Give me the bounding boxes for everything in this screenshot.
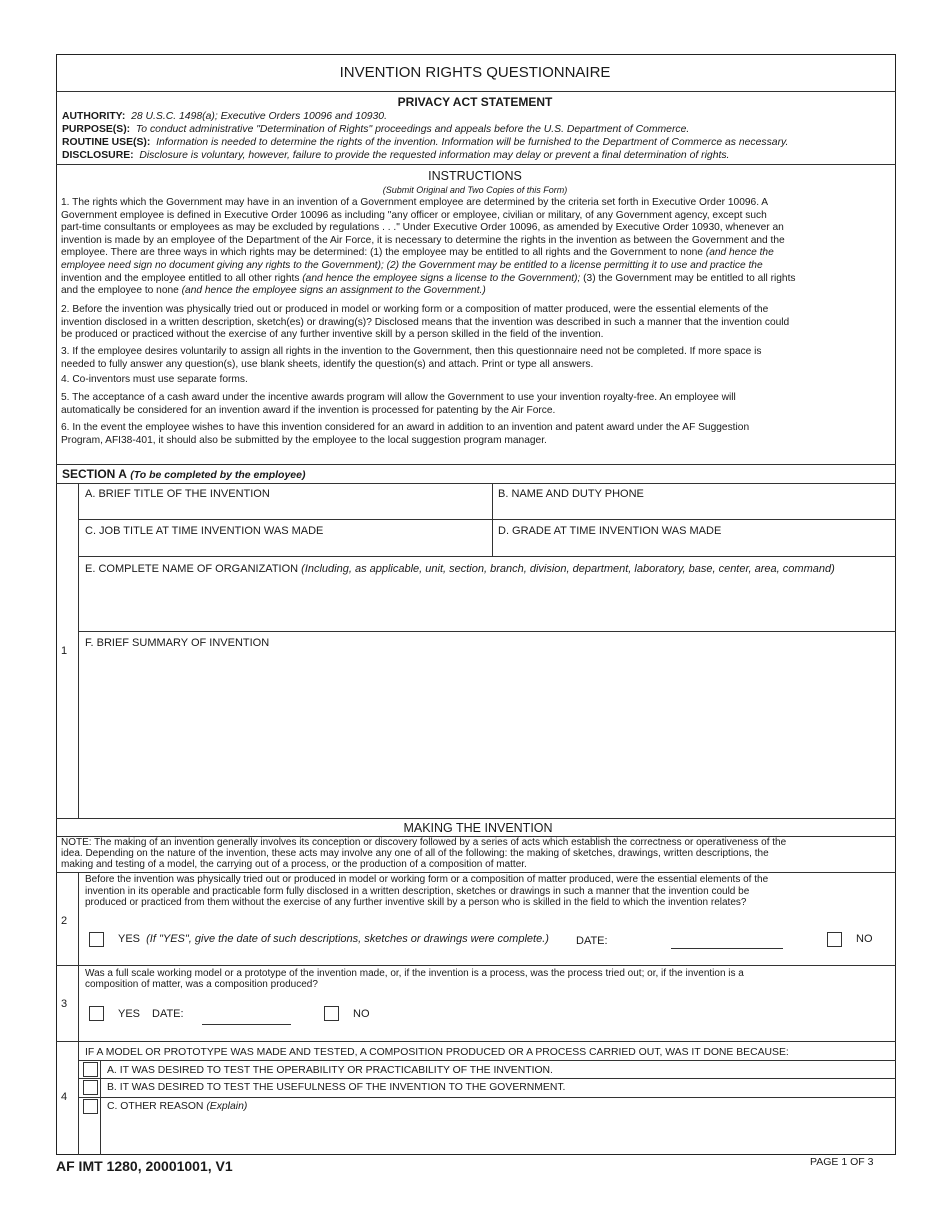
section-a-heading <box>62 467 305 481</box>
question-2-number: 2 <box>61 915 68 927</box>
instruction-paragraph-1 <box>61 197 796 298</box>
row-number-1: 1 <box>61 645 68 657</box>
brief-title-label: A. BRIEF TITLE OF THE INVENTION <box>85 488 270 500</box>
question-4-option-b-checkbox[interactable] <box>83 1080 98 1095</box>
question-2-yes-checkbox[interactable] <box>89 932 104 947</box>
disclosure-text: Disclosure is voluntary, however, failure to provide the requested information may delay or prevent a final determination of rights. <box>139 150 730 161</box>
disclosure-label: DISCLOSURE: <box>62 150 134 161</box>
option-c-note: (Explain) <box>206 1101 248 1112</box>
paragraph-line: 5. The acceptance of a cash award under the incentive awards program will allow the Government to use your invention royalty-free. An employee will <box>61 392 736 403</box>
paragraph-line: 6. In the event the employee wishes to have this invention considered for an award in addition to an invention and patent award under the AF Suggestion <box>61 422 750 433</box>
text-span-italic: (and hence the employee signs a license to the Government); <box>302 272 581 284</box>
paragraph-line: 3. If the employee desires voluntarily to assign all rights in the invention to the Government, then this questionnaire need not be completed. If more space is <box>61 346 762 357</box>
note-line: making and testing of a model, the carrying out of a process, or the production of a composition of matter. <box>61 859 527 871</box>
paragraph-line: invention is made by an employee of the Department of the Air Force, it is necessary to determine the rights in the invention as between the Government and the <box>61 234 785 246</box>
divider <box>56 818 896 819</box>
privacy-heading: PRIVACY ACT STATEMENT <box>397 95 553 109</box>
section-a-label: SECTION A <box>62 467 127 481</box>
divider <box>56 965 896 966</box>
instructions-heading: INSTRUCTIONS <box>428 169 522 183</box>
divider <box>78 519 896 520</box>
question-4-option-c-checkbox[interactable] <box>83 1099 98 1114</box>
instruction-paragraph-4: 4. Co-inventors must use separate forms. <box>61 374 248 385</box>
question-3-text <box>85 968 744 990</box>
making-heading: MAKING THE INVENTION <box>403 821 553 835</box>
divider <box>78 1060 896 1061</box>
divider <box>56 1041 896 1042</box>
grade-label: D. GRADE AT TIME INVENTION WAS MADE <box>498 525 722 537</box>
divider <box>56 464 896 465</box>
question-2-no-label: NO <box>856 933 873 945</box>
option-c-text: C. OTHER REASON <box>107 1101 207 1112</box>
question-2-text <box>85 874 768 909</box>
routine-text: Information is needed to determine the rights of the invention. Information will be furnished to the Department of Commerce as necessary. <box>156 137 789 148</box>
divider <box>78 1097 896 1098</box>
question-4-other-reason-explanation[interactable] <box>102 1116 894 1154</box>
paragraph-line <box>61 247 796 260</box>
form-title: INVENTION RIGHTS QUESTIONNAIRE <box>339 64 611 81</box>
divider <box>78 1078 896 1079</box>
column-divider <box>492 483 493 557</box>
instruction-paragraph-5 <box>61 392 736 417</box>
purpose-label: PURPOSE(S): <box>62 124 131 135</box>
question-4-option-c-label <box>107 1101 247 1112</box>
paragraph-line: 2. Before the invention was physically tried out or produced in model or working form or a composition of matter produced, were the essential elements of the <box>61 304 769 315</box>
question-4-number: 4 <box>61 1091 68 1103</box>
yes-note: (If "YES", give the date of such descriptions, sketches or drawings were complete.) <box>146 933 549 945</box>
instruction-paragraph-6 <box>61 422 749 447</box>
question-4-option-a-checkbox[interactable] <box>83 1062 98 1077</box>
text-span: invention and the employee entitled to all other rights <box>61 272 303 284</box>
authority-label: AUTHORITY: <box>62 111 126 122</box>
text-span: employee. There are three ways in which rights may be determined: (1) the employee may be entitled to all rights and the Government to none <box>61 247 706 259</box>
section-a-note: (To be completed by the employee) <box>130 469 306 481</box>
question-3-no-label: NO <box>353 1008 370 1020</box>
making-note <box>61 837 786 871</box>
job-title-label: C. JOB TITLE AT TIME INVENTION WAS MADE <box>85 525 324 537</box>
question-4-option-a-label: A. IT WAS DESIRED TO TEST THE OPERABILITY OR PRACTICABILITY OF THE INVENTION. <box>107 1065 553 1076</box>
question-2-date-label: DATE: <box>576 935 608 947</box>
note-line: NOTE: The making of an invention generally involves its conception or discovery followed by a series of acts which establish the correctness or operativeness of the <box>61 837 787 848</box>
paragraph-line: be produced or practiced without the exercise of any further inventive skill by a person skilled in the field of the invention. <box>61 329 604 341</box>
checkbox-column-divider <box>100 1060 101 1155</box>
question-2-no-checkbox[interactable] <box>827 932 842 947</box>
paragraph-line: needed to fully answer any question(s), use blank sheets, identify the question(s) and attach. Print or type all answers. <box>61 358 594 370</box>
yes-text: YES <box>118 933 141 945</box>
page-number: PAGE 1 OF 3 <box>810 1156 874 1168</box>
divider <box>78 631 896 632</box>
divider <box>56 483 896 484</box>
paragraph-line: automatically be considered for an invention award if the invention is processed for patenting by the Air Force. <box>61 404 556 416</box>
text-span: and the employee to none <box>61 285 182 297</box>
divider <box>78 556 896 557</box>
text-span-italic: (and hence the employee signs an assignment to the Government.) <box>181 285 486 297</box>
invention-summary-label: F. BRIEF SUMMARY OF INVENTION <box>85 637 270 649</box>
paragraph-line: 1. The rights which the Government may have in an invention of a Government employee are determined by the criteria set forth in Executive Order 10096. A <box>61 197 769 208</box>
question-3-no-checkbox[interactable] <box>324 1006 339 1021</box>
organization-name-label <box>85 563 835 575</box>
question-4-option-b-label: B. IT WAS DESIRED TO TEST THE USEFULNESS OF THE INVENTION TO THE GOVERNMENT. <box>107 1082 566 1093</box>
row-number-column-divider <box>78 483 79 818</box>
invention-summary-field[interactable] <box>80 633 894 817</box>
question-3-date-input[interactable] <box>202 1024 291 1025</box>
instructions-subheading: (Submit Original and Two Copies of this Form) <box>382 185 568 195</box>
text-span-italic: employee need sign no document giving any rights to the Government); (2) the Government may be entitled to a license permitting it to use and practice the <box>61 259 763 271</box>
authority-text: 28 U.S.C. 1498(a); Executive Orders 10096 and 10930. <box>131 111 387 122</box>
form-number: AF IMT 1280, 20001001, V1 <box>56 1158 233 1174</box>
purpose-text: To conduct administrative "Determination of Rights" proceedings and appeals before the U.S. Department of Commerce. <box>135 124 690 135</box>
paragraph-line <box>61 285 796 298</box>
question-line: produced or practiced from them without the exercise of any further inventive skill by a person who is skilled in the field to which the invention relates? <box>85 897 747 909</box>
text-span: (3) the Government may be entitled to all rights <box>580 272 796 284</box>
instruction-paragraph-2 <box>61 304 789 342</box>
question-3-yes-label: YES <box>118 1008 141 1020</box>
note-line: idea. Depending on the nature of the invention, these acts may involve any one of all of the following: the making of sketches, drawings, written descriptions, the <box>61 848 769 860</box>
row-number-column-divider <box>78 872 79 1155</box>
text-span-italic: (and hence the <box>705 247 774 259</box>
question-line: composition of matter, was a composition produced? <box>85 979 318 991</box>
divider <box>56 164 896 165</box>
question-2-yes-label <box>118 933 549 945</box>
divider <box>56 91 896 92</box>
privacy-disclosure <box>62 150 729 161</box>
privacy-routine-use <box>62 137 788 148</box>
paragraph-line <box>61 273 796 286</box>
question-4-heading: IF A MODEL OR PROTOTYPE WAS MADE AND TESTED, A COMPOSITION PRODUCED OR A PROCESS CARRIED OUT, WAS IT DONE BECAUSE: <box>85 1047 789 1058</box>
paragraph-line <box>61 260 796 273</box>
organization-label-note: (Including, as applicable, unit, section, branch, division, department, laboratory, base, center, area, command) <box>301 563 835 575</box>
instruction-paragraph-3 <box>61 346 762 371</box>
question-3-yes-checkbox[interactable] <box>89 1006 104 1021</box>
question-line: invention in its operable and practicable form fully disclosed in a written description, sketches or drawings in such a manner that the invention could be <box>85 885 750 897</box>
organization-label-text: E. COMPLETE NAME OF ORGANIZATION <box>85 563 302 575</box>
question-line: Was a full scale working model or a prototype of the invention made, or, if the invention is a process, was the process tried out; or, if the invention is a <box>85 968 744 979</box>
question-line: Before the invention was physically tried out or produced in model or working form or a composition of matter produced, were the essential elements of the <box>85 874 769 885</box>
paragraph-line: Government employee is defined in Executive Order 10096 as including "any officer or employee, civilian or military, of any Government agency, except such <box>61 209 767 221</box>
paragraph-line: invention disclosed in a written description, sketch(es) or drawing(s)? Disclosed means that the invention was described in such a manner that the invention could <box>61 316 790 328</box>
paragraph-line: Program, AFI38-401, it should also be submitted by the employee to the local suggestion program manager. <box>61 434 547 446</box>
name-duty-phone-label: B. NAME AND DUTY PHONE <box>498 488 644 500</box>
question-3-date-label: DATE: <box>152 1008 184 1020</box>
question-2-date-input[interactable] <box>671 948 783 949</box>
privacy-purpose <box>62 124 689 135</box>
paragraph-line: part-time consultants or employees as may be excluded by regulations . . ." Under Executive Order 10096, as amended by Executive Order 10930, whenever an <box>61 222 784 234</box>
privacy-authority <box>62 111 387 122</box>
divider <box>56 872 896 873</box>
question-3-number: 3 <box>61 998 68 1010</box>
routine-label: ROUTINE USE(S): <box>62 137 151 148</box>
